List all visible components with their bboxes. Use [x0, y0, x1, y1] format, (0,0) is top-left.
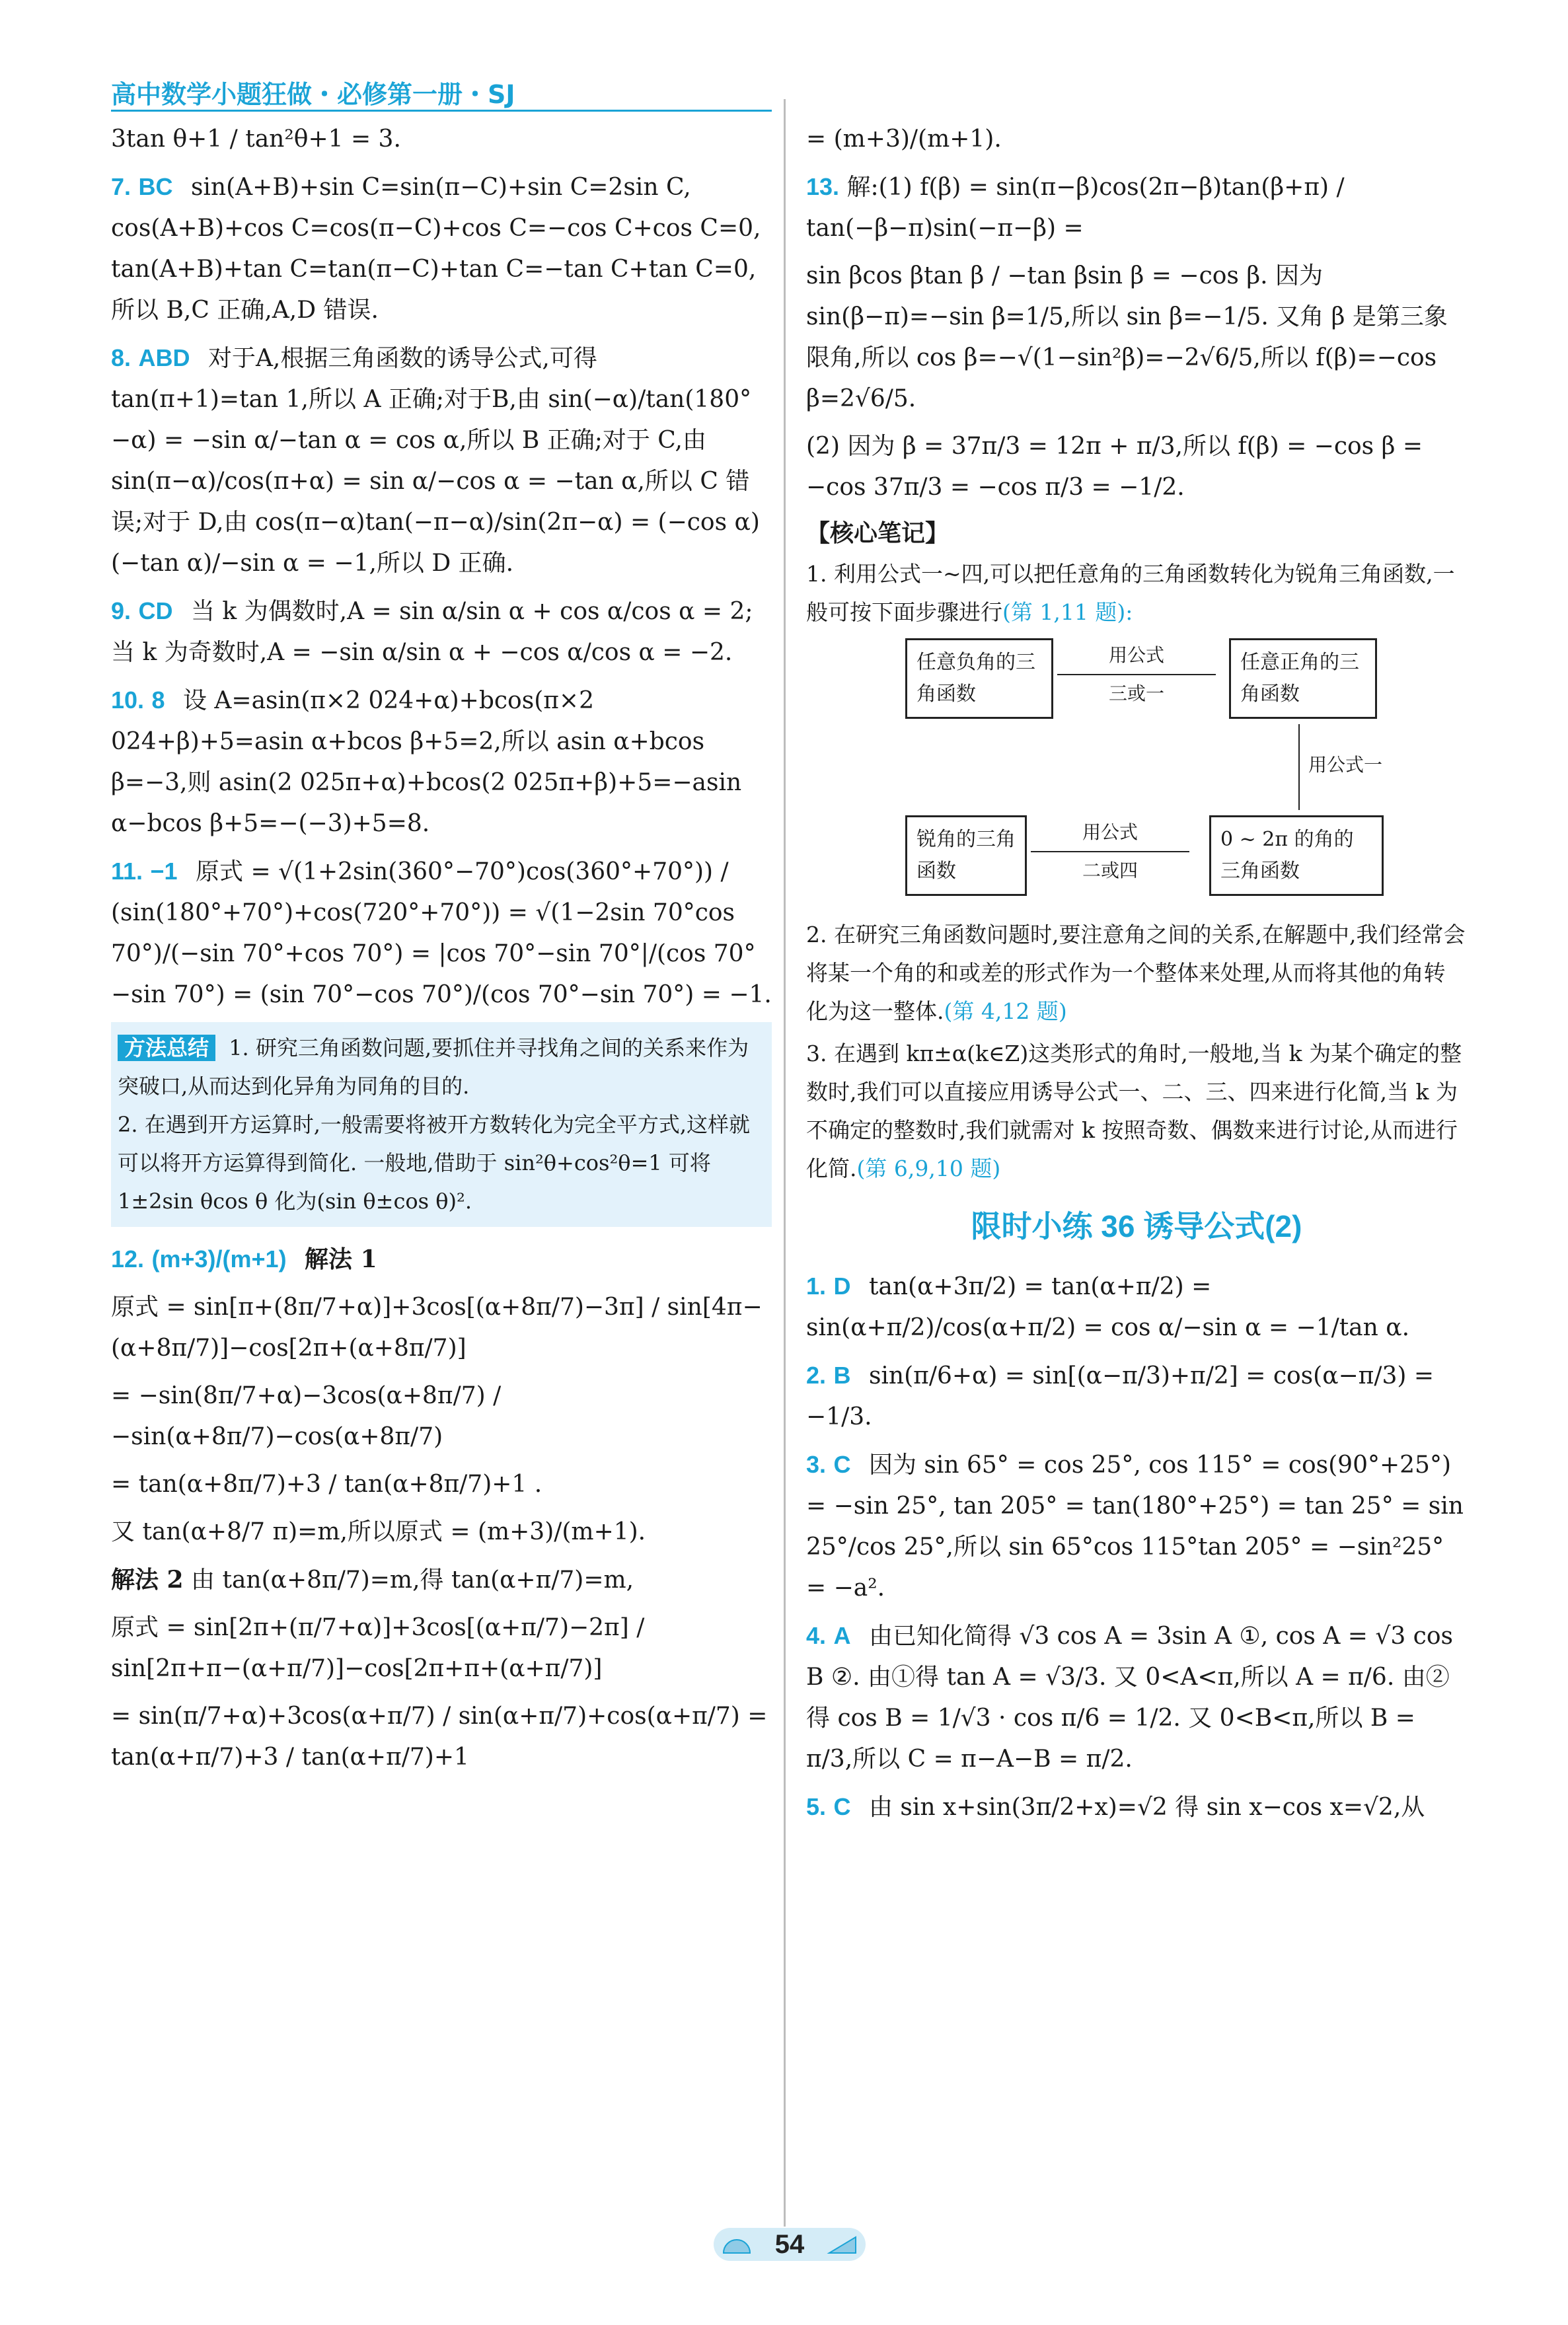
ex1-answer: D	[833, 1273, 851, 1300]
q12-line-2: = −sin(8π/7+α)−3cos(α+8π/7) / −sin(α+8π/7)−cos(α+8π/7)	[111, 1382, 502, 1450]
column-divider	[784, 99, 786, 2227]
core-note-3	[806, 1035, 1467, 1188]
q11-answer: −1	[150, 858, 178, 885]
diagram-arrow-3-top: 用公式	[1082, 821, 1138, 843]
diagram-arrow-2-label: 用公式一	[1308, 754, 1383, 776]
ex3-number: 3.	[806, 1451, 827, 1478]
q12-answer: (m+3)/(m+1)	[151, 1245, 287, 1273]
diagram-arrow-2-line	[1298, 724, 1300, 810]
q7-number: 7.	[111, 173, 131, 200]
q13-line-3: (2) 因为 β = 37π/3 = 12π + π/3,所以 f(β) = −cos β = −cos 37π/3 = −cos π/3 = −1/2.	[806, 433, 1423, 501]
ex4-number: 4.	[806, 1622, 827, 1649]
q12-line-1: 原式 = sin[π+(8π/7+α)]+3cos[(α+8π/7)−3π] / sin[4π−(α+8π/7)]−cos[2π+(α+8π/7)]	[111, 1294, 763, 1362]
q9-text: 当 k 为偶数时,A = sin α/sin α + cos α/cos α = 2;当 k 为奇数时,A = −sin α/sin α + −cos α/cos α = −2.	[111, 598, 753, 666]
q10-text: 设 A=asin(π×2 024+α)+bcos(π×2 024+β)+5=asin α+bcos β+5=2,所以 asin α+bcos β=−3,则 asin(2 025π+α)+bcos(2 025π+β)+5=−asin α−bcos β+5=−(−3)+5=8.	[111, 687, 742, 837]
ex1-text: tan(α+3π/2) = tan(α+π/2) = sin(α+π/2)/cos(α+π/2) = cos α/−sin α = −1/tan α.	[806, 1273, 1410, 1341]
q13-line-2: sin βcos βtan β / −tan βsin β = −cos β. 因为 sin(β−π)=−sin β=1/5,所以 sin β=−1/5. 又角 β 是第三象限角,所以 cos β=−√(1−sin²β)=−2√6/5,所以 f(β)=−cos β=2√6/5.	[806, 262, 1448, 412]
page-number: 54	[774, 2230, 805, 2259]
q12-line-7: = sin(π/7+α)+3cos(α+π/7) / sin(α+π/7)+cos(α+π/7) = tan(α+π/7)+3 / tan(α+π/7)+1	[111, 1703, 768, 1771]
question-8	[111, 338, 772, 584]
q12-number: 12.	[111, 1245, 145, 1273]
top-line-left: 3tan θ+1 / tan²θ+1 = 3.	[111, 126, 401, 153]
core-note-2-ref: (第 4,12 题)	[944, 998, 1067, 1024]
exercise-1	[806, 1266, 1467, 1348]
ex5-number: 5.	[806, 1793, 827, 1820]
core-note-1-text: 1. 利用公式一~四,可以把任意角的三角函数转化为锐角三角函数,一般可按下面步骤进行	[806, 561, 1455, 625]
left-column	[111, 119, 772, 1785]
q8-text-1: 对于A,根据三角函数的诱导公式,可得 tan(π+1)=tan 1,所以 A 正确;对于B,由	[111, 345, 597, 413]
ex4-answer: A	[833, 1622, 851, 1649]
core-notes-heading: 【核心笔记】	[806, 519, 950, 546]
diagram-arrow-3-line	[1031, 851, 1189, 852]
question-10	[111, 680, 772, 844]
question-9	[111, 591, 772, 673]
diagram-arrow-1-bottom: 三或一	[1108, 683, 1164, 704]
question-12-head	[111, 1239, 772, 1280]
protractor-icon	[720, 2234, 753, 2254]
ex2-number: 2.	[806, 1362, 827, 1389]
method-summary-p1: 1. 研究三角函数问题,要抓住并寻找角之间的关系来作为突破口,从而达到化异角为同角的目的.	[118, 1035, 749, 1099]
q12-line-3: = tan(α+8π/7)+3 / tan(α+8π/7)+1 .	[111, 1471, 542, 1498]
ex3-text: 因为 sin 65° = cos 25°, cos 115° = cos(90°+25°) = −sin 25°, tan 205° = tan(180°+25°) = tan 25° = sin 25°/cos 25°,所以 sin 65°cos 115°tan 205° = −sin²25° = −a².	[806, 1452, 1464, 1602]
exercise-3	[806, 1444, 1467, 1609]
q8-text-2: sin(−α)/tan(180°−α) = −sin α/−tan α = cos α,所以 B 正确;对于 C,由 sin(π−α)/cos(π+α) = sin α/−cos α = −tan α,所以 C 错误;对于 D,由 cos(π−α)tan(−π−α)/sin(2π−α) = (−cos α)(−tan α)/−sin α = −1,所以 D 正确.	[111, 386, 760, 577]
ex2-answer: B	[833, 1362, 851, 1389]
q12-solution-2	[111, 1559, 772, 1601]
exercise-2	[806, 1355, 1467, 1438]
q13-number: 13.	[806, 173, 840, 200]
q7-answer: BC	[138, 173, 173, 200]
exercise-5	[806, 1787, 1467, 1828]
question-11	[111, 851, 772, 1015]
core-note-3-ref: (第 6,9,10 题)	[856, 1156, 1001, 1181]
section-title: 限时小练 36 诱导公式(2)	[971, 1209, 1302, 1243]
header-rule	[111, 110, 772, 112]
q12-solution-2-label: 解法 2	[111, 1566, 184, 1594]
q8-answer: ABD	[138, 344, 190, 371]
q12-solution-1-label: 解法 1	[305, 1245, 377, 1273]
q9-answer: CD	[138, 597, 173, 624]
diagram-arrow-3-bottom: 二或四	[1082, 860, 1138, 881]
core-note-2	[806, 916, 1467, 1031]
q12-line-4: 又 tan(α+8/7 π)=m,所以原式 = (m+3)/(m+1).	[111, 1518, 646, 1545]
ex2-text: sin(π/6+α) = sin[(α−π/3)+π/2] = cos(α−π/3) = −1/3.	[806, 1362, 1435, 1430]
right-column	[806, 119, 1467, 1835]
q7-text: sin(A+B)+sin C=sin(π−C)+sin C=2sin C, cos(A+B)+cos C=cos(π−C)+cos C=−cos C+cos C=0, tan(A+B)+tan C=tan(π−C)+tan C=−tan C+tan C=0,所以 B,C 正确,A,D 错误.	[111, 174, 761, 324]
q12-line-5: 由 tan(α+8π/7)=m,得 tan(α+π/7)=m,	[191, 1567, 634, 1594]
diagram-arrow-1-top: 用公式	[1108, 644, 1164, 666]
method-summary-title: 方法总结	[118, 1035, 215, 1061]
core-note-1-ref: (第 1,11 题):	[1002, 599, 1133, 625]
q10-answer: 8	[151, 686, 165, 714]
q8-number: 8.	[111, 344, 131, 371]
diagram-box-zero-to-2pi: 0 ~ 2π 的角的三角函数	[1209, 815, 1384, 896]
diagram-box-acute-angle: 锐角的三角函数	[905, 815, 1027, 896]
q13-line-1: 解:(1) f(β) = sin(π−β)cos(2π−β)tan(β+π) / tan(−β−π)sin(−π−β) =	[806, 174, 1345, 242]
core-note-1	[806, 555, 1467, 632]
q9-number: 9.	[111, 597, 131, 624]
conversion-diagram	[806, 638, 1467, 903]
diagram-arrow-1-line	[1057, 674, 1216, 675]
method-summary-p2: 2. 在遇到开方运算时,一般需要将被开方数转化为完全平方式,这样就可以将开方运算得到简化. 一般地,借助于 sin²θ+cos²θ=1 可将 1±2sin θcos θ 化为(sin θ±cos θ)².	[118, 1112, 751, 1214]
ex5-text: 由 sin x+sin(3π/2+x)=√2 得 sin x−cos x=√2,从	[868, 1794, 1425, 1821]
method-summary	[111, 1022, 772, 1227]
question-13	[806, 166, 1467, 249]
q11-number: 11.	[111, 858, 143, 885]
page-header: 高中数学小题狂做・必修第一册・SJ	[111, 80, 515, 109]
core-note-3-text: 3. 在遇到 kπ±α(k∈Z)这类形式的角时,一般地,当 k 为某个确定的整数时,我们可以直接应用诱导公式一、二、三、四来进行化简,当 k 为不确定的整数时,我们就需对 k 按照奇数、偶数来进行讨论,从而进行化简.	[806, 1041, 1462, 1181]
ex5-answer: C	[833, 1793, 851, 1820]
set-square-icon	[826, 2234, 859, 2254]
ex1-number: 1.	[806, 1273, 827, 1300]
q10-number: 10.	[111, 686, 145, 714]
core-note-2-text: 2. 在研究三角函数问题时,要注意角之间的关系,在解题中,我们经常会将某一个角的和或差的形式作为一个整体来处理,从而将其他的角转化为这一整体.	[806, 922, 1466, 1024]
top-line-right: = (m+3)/(m+1).	[806, 126, 1002, 153]
q11-text: 原式 = √(1+2sin(360°−70°)cos(360°+70°)) / (sin(180°+70°)+cos(720°+70°)) = √(1−2sin 70°cos 70°)/(−sin 70°+cos 70°) = |cos 70°−sin 70°|/(cos 70°−sin 70°) = (sin 70°−cos 70°)/(cos 70°−sin 70°) = −1.	[111, 858, 772, 1008]
q12-line-6: 原式 = sin[2π+(π/7+α)]+3cos[(α+π/7)−2π] / sin[2π+π−(α+π/7)]−cos[2π+π+(α+π/7)]	[111, 1614, 645, 1682]
diagram-box-positive-angle: 任意正角的三角函数	[1229, 638, 1377, 719]
question-7	[111, 166, 772, 331]
diagram-box-negative-angle: 任意负角的三角函数	[905, 638, 1053, 719]
ex3-answer: C	[833, 1451, 851, 1478]
ex4-text: 由已知化简得 √3 cos A = 3sin A ①, cos A = √3 cos B ②. 由①得 tan A = √3/3. 又 0<A<π,所以 A = π/6. 由②得 cos B = 1/√3 · cos π/6 = 1/2. 又 0<B<π,所以 B = π/3,所以 C = π−A−B = π/2.	[806, 1623, 1453, 1773]
exercise-4	[806, 1615, 1467, 1780]
